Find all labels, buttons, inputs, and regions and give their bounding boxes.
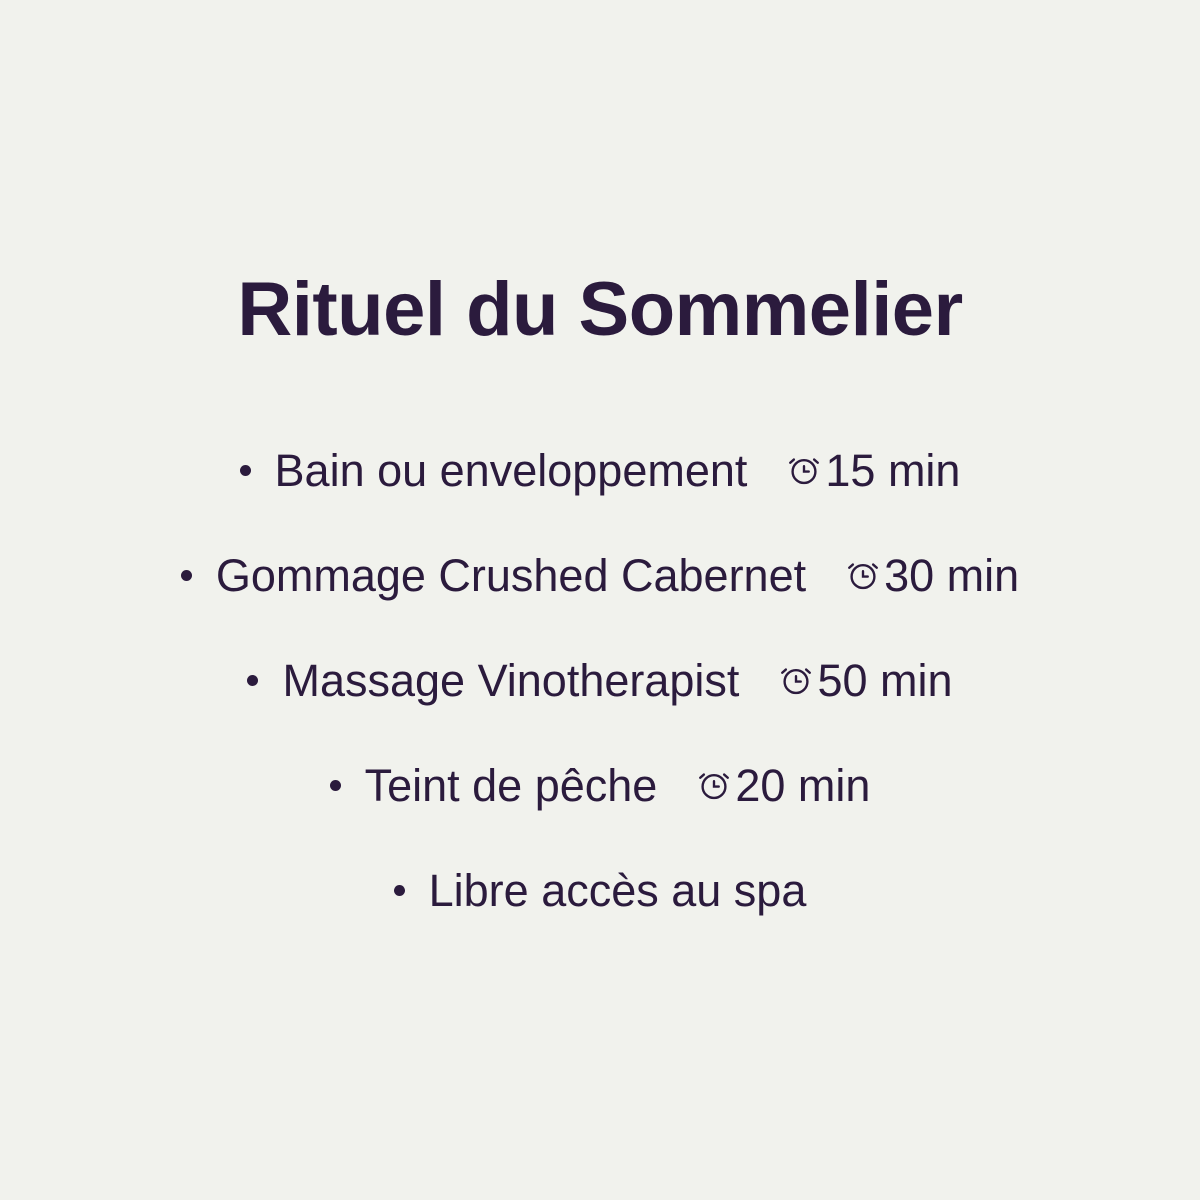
- duration-text: 50 min: [817, 654, 953, 706]
- list-item-label: Massage Vinotherapist: [282, 654, 740, 706]
- list-item-label: Libre accès au spa: [428, 864, 807, 916]
- bullet-icon: [181, 570, 192, 581]
- duration-group: [695, 759, 871, 811]
- list-item: [240, 418, 961, 523]
- bullet-icon: [247, 675, 258, 686]
- bullet-icon: [330, 780, 341, 791]
- duration-group: [844, 549, 1020, 601]
- list-item: [330, 733, 871, 838]
- duration-group: [777, 654, 953, 706]
- bullet-icon: [394, 885, 405, 896]
- bullet-icon: [240, 465, 251, 476]
- alarm-clock-icon: [695, 766, 733, 804]
- alarm-clock-icon: [777, 661, 815, 699]
- duration-group: [785, 444, 961, 496]
- list-item-label: Teint de pêche: [364, 759, 658, 811]
- page-title: Rituel du Sommelier: [237, 267, 963, 352]
- list-item-label: Gommage Crushed Cabernet: [215, 549, 807, 601]
- duration-text: 15 min: [825, 444, 961, 496]
- duration-text: 30 min: [884, 549, 1020, 601]
- ritual-step-list: [70, 418, 1130, 943]
- duration-text: 20 min: [735, 759, 871, 811]
- list-item: [247, 628, 952, 733]
- alarm-clock-icon: [785, 451, 823, 489]
- list-item: [394, 838, 807, 943]
- alarm-clock-icon: [844, 556, 882, 594]
- list-item-label: Bain ou enveloppement: [274, 444, 748, 496]
- list-item: [181, 523, 1019, 628]
